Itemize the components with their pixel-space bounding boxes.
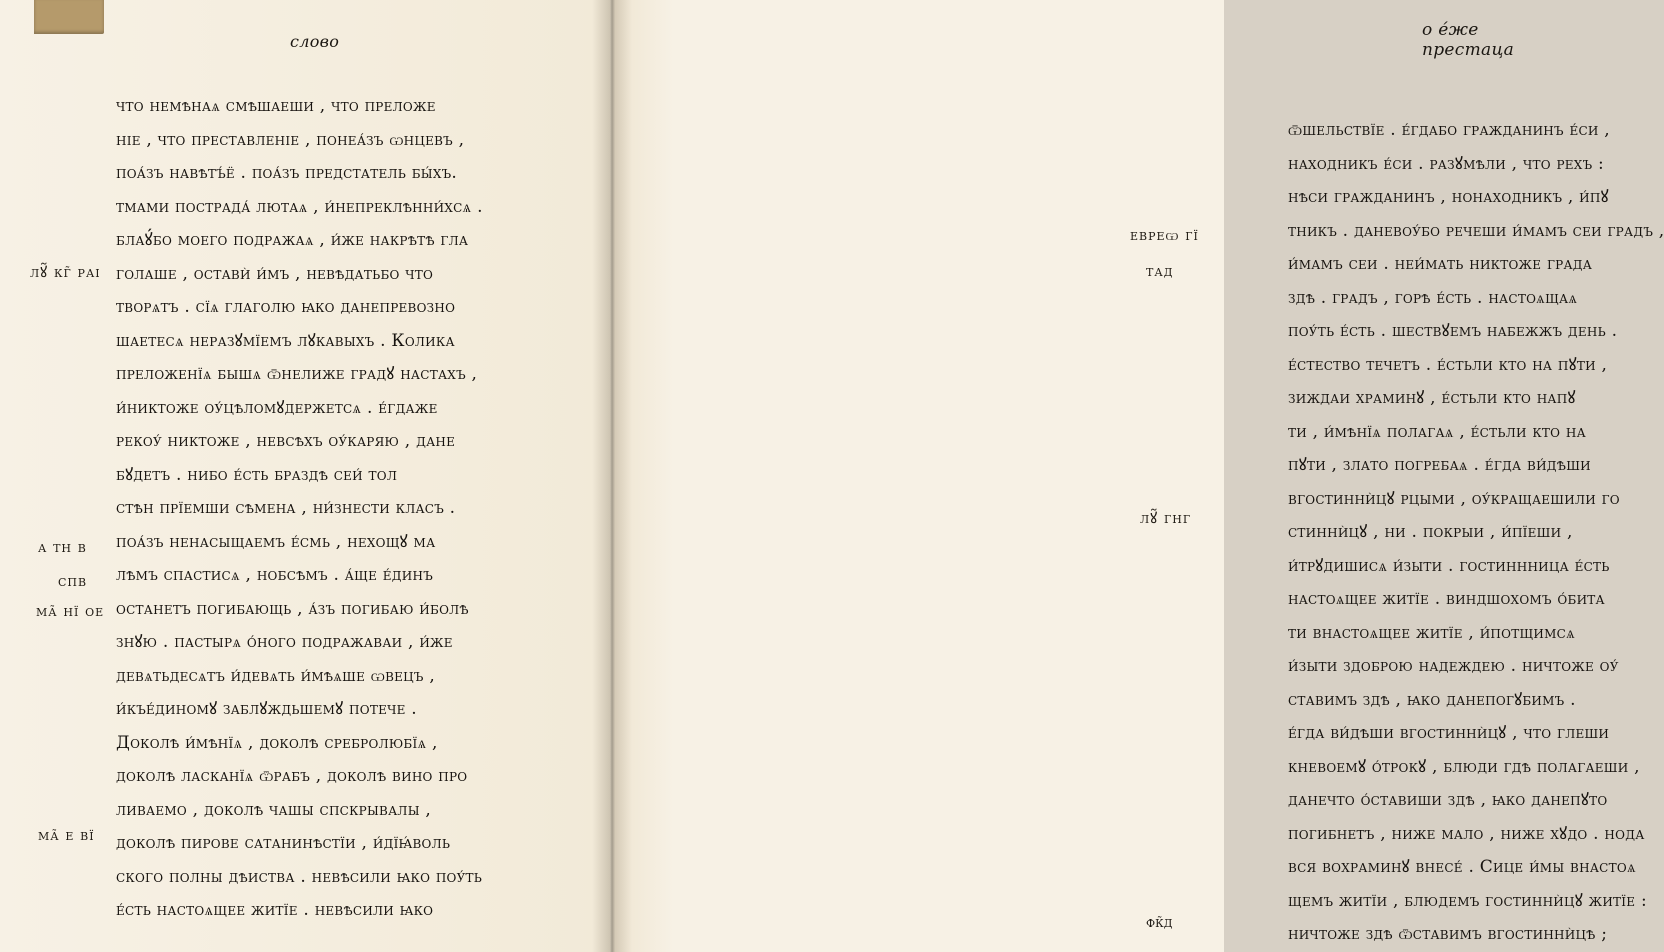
text-line: погибнетъ , ниже мало , ниже хꙋдо . нода	[1288, 823, 1645, 844]
text-line: голаше , оставѝ и́мъ , невѣдатьбо что	[116, 263, 434, 284]
text-line: и́трꙋдишисѧ и́зыти . гостиннница е́сть	[1288, 555, 1610, 576]
text-line: бꙋдетъ . нибо е́сть браздѣ сеи́ тол	[116, 464, 398, 485]
right-page-header: о е́же престаца	[1422, 20, 1515, 60]
text-line: творѧтъ . сїѧ глаголю ꙗко данепревозно	[116, 297, 456, 317]
text-line: лѣмъ спастисѧ , нобсѣмъ . а́ще е́динъ	[116, 565, 433, 585]
text-line: и́никтоже оу́цѣломꙋдержетсѧ . е́гдаже	[116, 397, 438, 418]
margin-note: лꙋ̃ гнг	[1140, 509, 1192, 527]
text-line: пꙋти , злато погребаѧ . е́гда ви́дѣши	[1288, 455, 1591, 475]
text-line: данечто о́ставиши здѣ , ꙗко данепꙋто	[1288, 790, 1608, 810]
text-line: преложенїѧ бышѧ ѿнелиже градꙋ настахъ ,	[116, 364, 478, 384]
text-line: шаетесѧ неразꙋмїемъ лꙋкавыхъ . Колика	[116, 330, 455, 351]
folio-number: фк̃д	[1146, 912, 1173, 931]
text-line: здѣ . градъ , горѣ е́сть . настоѧщаѧ	[1288, 287, 1578, 308]
paper-tab	[34, 0, 104, 34]
margin-note: тад	[1146, 262, 1174, 280]
text-line: ніе , что преставленіе , понеа́зъ ѡнцевъ ,	[116, 129, 465, 150]
text-line: знꙋю . пастырѧ о́ного подражаваи , и́же	[116, 632, 453, 652]
text-line: е́стество течетъ . е́стьли кто на пꙋти ,	[1288, 354, 1608, 375]
left-page	[0, 0, 612, 952]
margin-note: а тн в	[38, 538, 87, 556]
margin-note: ма̃ е вї	[38, 826, 95, 844]
margin-note: лꙋ̃ кг̃ раі	[30, 263, 101, 281]
text-line: настоѧщее житїе . виндшохомъ о́бита	[1288, 589, 1605, 609]
text-line: зиждаи храминꙋ , е́стьли кто напꙋ	[1288, 388, 1576, 408]
text-line: что немѣнаѧ смѣшаеши , что преложе	[116, 96, 436, 116]
text-line: поу́ть е́сть . шествꙋемъ набежжъ день .	[1288, 321, 1618, 341]
text-line: доколѣ ласканїѧ ѿрабъ , доколѣ вино про	[116, 766, 468, 786]
text-line: тникъ . даневоу́бо речеши и́мамъ сеи градъ ,	[1288, 220, 1664, 241]
text-line: доколѣ пирове сатанинѣстїи , и́дїꙗ́воль	[116, 833, 451, 853]
text-line: останетъ погибающь , а́зъ погибаю и́болѣ	[116, 598, 469, 619]
text-line: и́къе́диномꙋ заблꙋждьшемꙋ потече .	[116, 699, 417, 719]
text-line: ти , и́мѣнїѧ полагаѧ , е́стьли кто на	[1288, 421, 1586, 442]
text-line: ливаемо , доколѣ чашы спскрывалы ,	[116, 799, 432, 820]
text-line: Доколѣ и́мѣнїѧ , доколѣ сребролюбїѧ ,	[116, 732, 438, 753]
text-line: поа́зъ навѣтъ́ё . поа́зъ предстатель бы́хъ.	[116, 163, 458, 183]
text-line: ничтоже здѣ ѿставимъ вгостиннѝцѣ ;	[1288, 924, 1608, 944]
text-line: поа́зъ ненасыщаемъ е́смь , нехощꙋ ма	[116, 531, 436, 552]
text-line: нѣси гражданинъ , нонаходникъ , и́пꙋ	[1288, 187, 1609, 207]
text-line: е́гда ви́дѣши вгостиннѝцꙋ , что глеши	[1288, 723, 1610, 743]
text-line: ѿшельствїе . е́гдабо гражданинъ е́си ,	[1288, 120, 1610, 140]
left-page-header: слово	[290, 32, 340, 51]
text-line: стиннѝцꙋ , ни . покрыи , и́пїеши ,	[1288, 522, 1573, 542]
text-line: стѣн прїемши сѣмена , ни́знести класъ .	[116, 498, 456, 518]
text-line: кневоемꙋ о́трокꙋ , блюди гдѣ полагаеши ,	[1288, 756, 1640, 777]
text-line: ти внастоѧщее житїе , и́потщимсѧ	[1288, 622, 1576, 643]
text-line: вся вохраминꙋ внесе́ . Сице и́мы внастоѧ	[1288, 857, 1636, 877]
text-line: девѧтьдесѧтъ и́девѧть и́мѣѧше ѡвецъ ,	[116, 665, 435, 686]
text-line: и́зыти здоброю надеждею . ничтоже оу́	[1288, 656, 1619, 676]
margin-note: ма̃ нї ое	[36, 602, 105, 620]
text-line: и́мамъ сеи . неи́мать никтоже града	[1288, 254, 1593, 274]
text-line: ставимъ здѣ , ꙗко данепогꙋбимъ .	[1288, 689, 1576, 710]
text-line: щемъ житїи , блюдемъ гостиннѝцꙋ житїе :	[1288, 890, 1647, 911]
right-page-text	[1288, 114, 1664, 952]
margin-note: евреѡ гї	[1130, 226, 1199, 244]
left-page-text	[116, 90, 483, 928]
text-line: рекоу́ никтоже , невсѣхъ оу́каряю , дане	[116, 431, 456, 451]
right-page	[612, 0, 1664, 952]
text-line: находникъ е́си . разꙋмѣли , что рехъ :	[1288, 153, 1605, 174]
text-line: тмами пострада́ лютаѧ , и́непреклѣнни́хсѧ .	[116, 196, 483, 217]
text-line: вгостиннѝцꙋ рцыми , оу́кращаешили го	[1288, 488, 1620, 509]
margin-note: спв	[58, 572, 88, 590]
text-line: е́сть настоѧщее житїе . невѣсили ꙗко	[116, 900, 434, 920]
text-line: блаꙋ́бо моего подражаѧ , и́же накрѣтѣ гла	[116, 230, 469, 250]
text-line: ского полны дѣиства . невѣсили ꙗко поу́ть	[116, 866, 483, 887]
